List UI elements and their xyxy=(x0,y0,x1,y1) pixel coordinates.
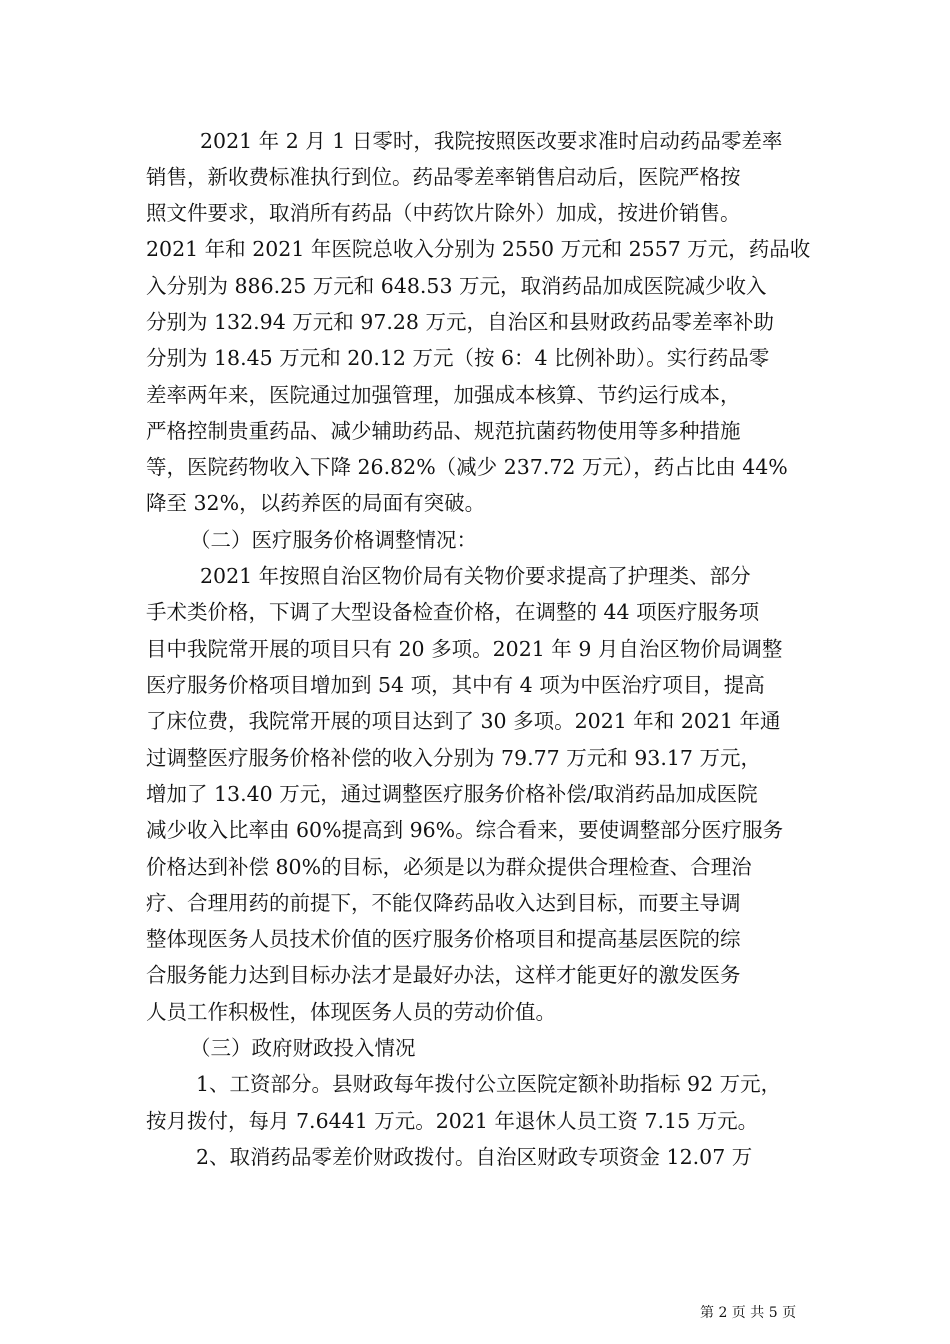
paragraph-line: 疗、合理用药的前提下，不能仅降药品收入达到目标，而要主导调 xyxy=(146,891,741,915)
paragraph-line: 按月拨付，每月 7.6441 万元。2021 年退休人员工资 7.15 万元。 xyxy=(146,1109,759,1133)
section-heading: （三）政府财政投入情况 xyxy=(190,1036,416,1060)
paragraph-line: 销售，新收费标准执行到位。药品零差率销售启动后，医院严格按 xyxy=(146,165,741,189)
paragraph-line: 1、工资部分。县财政每年拨付公立医院定额补助指标 92 万元， xyxy=(196,1072,782,1096)
paragraph-line: 降至 32%，以药养医的局面有突破。 xyxy=(146,491,486,515)
paragraph-line: 2021 年 2 月 1 日零时，我院按照医改要求准时启动药品零差率 xyxy=(200,129,783,153)
paragraph-line: 手术类价格，下调了大型设备检查价格，在调整的 44 项医疗服务项 xyxy=(146,600,760,624)
paragraph-line: 等，医院药物收入下降 26.82%（减少 237.72 万元），药占比由 44% xyxy=(146,455,788,479)
paragraph-line: 医疗服务价格项目增加到 54 项，其中有 4 项为中医治疗项目，提高 xyxy=(146,673,765,697)
paragraph-line: 2、取消药品零差价财政拨付。自治区财政专项资金 12.07 万 xyxy=(196,1145,753,1169)
paragraph-line: 分别为 132.94 万元和 97.28 万元，自治区和县财政药品零差率补助 xyxy=(146,310,774,334)
paragraph-line: 减少收入比率由 60%提高到 96%。综合看来，要使调整部分医疗服务 xyxy=(146,818,784,842)
paragraph-line: 2021 年按照自治区物价局有关物价要求提高了护理类、部分 xyxy=(200,564,751,588)
paragraph-line: 增加了 13.40 万元，通过调整医疗服务价格补偿/取消药品加成医院 xyxy=(146,782,758,806)
paragraph-line: 整体现医务人员技术价值的医疗服务价格项目和提高基层医院的综 xyxy=(146,927,741,951)
section-heading: （二）医疗服务价格调整情况： xyxy=(190,528,477,552)
paragraph-line: 合服务能力达到目标办法才是最好办法，这样才能更好的激发医务 xyxy=(146,963,741,987)
paragraph-line: 差率两年来，医院通过加强管理，加强成本核算、节约运行成本， xyxy=(146,383,741,407)
paragraph-line: 目中我院常开展的项目只有 20 多项。2021 年 9 月自治区物价局调整 xyxy=(146,637,783,661)
page-indicator: 第 2 页 共 5 页 xyxy=(700,1305,797,1321)
paragraph-line: 过调整医疗服务价格补偿的收入分别为 79.77 万元和 93.17 万元， xyxy=(146,746,761,770)
paragraph-line: 严格控制贵重药品、减少辅助药品、规范抗菌药物使用等多种措施 xyxy=(146,419,741,443)
paragraph-line: 了床位费，我院常开展的项目达到了 30 多项。2021 年和 2021 年通 xyxy=(146,709,781,733)
paragraph-line: 2021 年和 2021 年医院总收入分别为 2550 万元和 2557 万元，药品收 xyxy=(146,237,811,261)
paragraph-line: 照文件要求，取消所有药品（中药饮片除外）加成，按进价销售。 xyxy=(146,201,741,225)
paragraph-line: 入分别为 886.25 万元和 648.53 万元，取消药品加成医院减少收入 xyxy=(146,274,767,298)
paragraph-line: 人员工作积极性，体现医务人员的劳动价值。 xyxy=(146,1000,556,1024)
paragraph-line: 价格达到补偿 80%的目标，必须是以为群众提供合理检查、合理治 xyxy=(146,855,752,879)
paragraph-line: 分别为 18.45 万元和 20.12 万元（按 6：4 比例补助）。实行药品零 xyxy=(146,346,770,370)
